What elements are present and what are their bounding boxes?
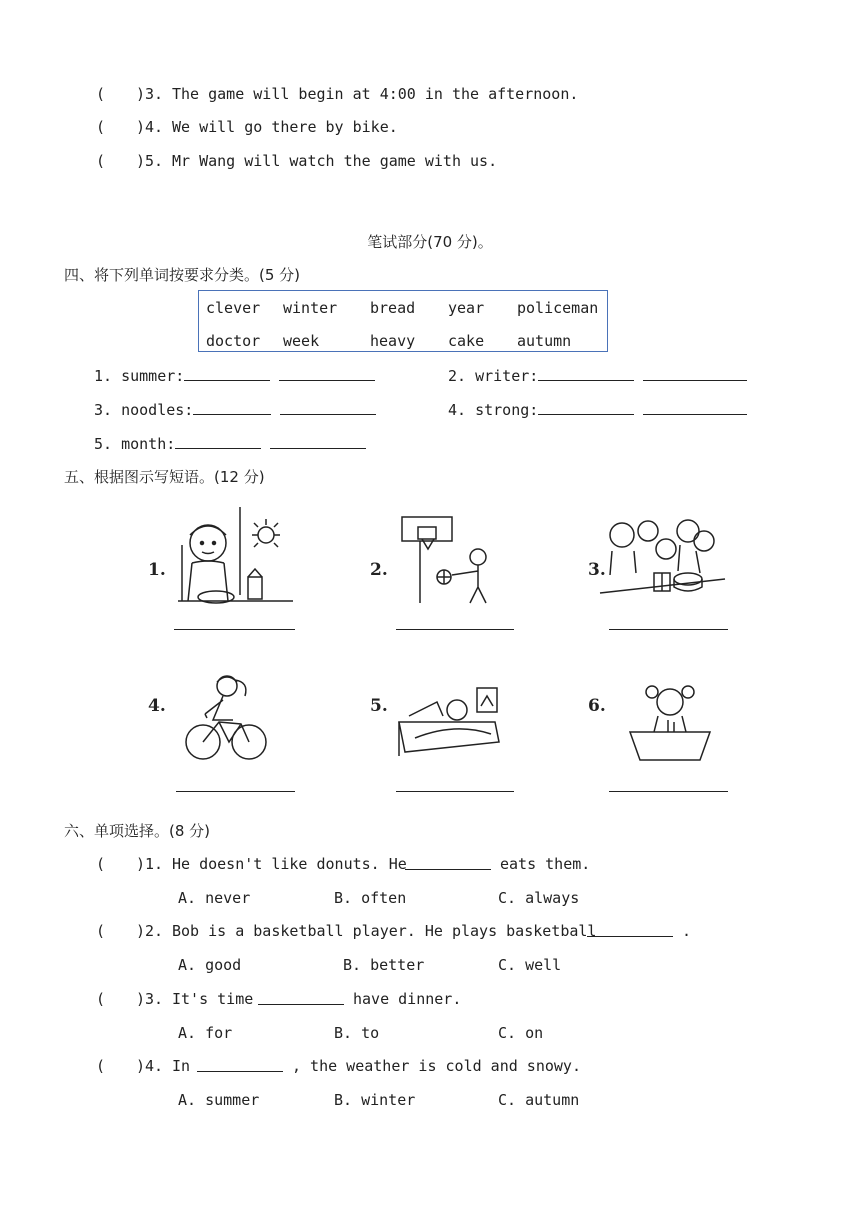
item-number: )3. [136,85,164,103]
option-a[interactable]: A. never [178,889,251,907]
answer-blank[interactable] [193,400,271,415]
question-post: have dinner. [353,990,462,1008]
paren-open: ( [96,118,106,136]
option-b[interactable]: B. better [343,956,425,974]
picture-number: 5. [370,696,388,716]
question-number: )4. [136,1057,164,1075]
classify-label: 4. strong: [448,401,539,419]
answer-blank[interactable] [643,366,747,381]
option-c[interactable]: C. on [498,1024,544,1042]
word: autumn [517,332,572,350]
answer-blank[interactable] [184,366,270,381]
washing-face-picture [628,680,713,770]
question-blank[interactable] [197,1057,283,1072]
paren-open: ( [96,85,106,103]
riding-bike-picture [183,672,273,767]
word: bread [370,299,416,317]
picture-number: 6. [588,696,606,716]
classify-label: 5. month: [94,435,176,453]
option-a[interactable]: A. for [178,1024,233,1042]
question-pre: He doesn't like donuts. He [172,855,407,873]
classify-label: 1. summer: [94,367,185,385]
item-text: We will go there by bike. [172,118,398,136]
answer-line[interactable] [609,791,728,792]
answer-blank[interactable] [270,434,366,449]
classify-label: 2. writer: [448,367,539,385]
word: week [283,332,320,350]
classify-label: 3. noodles: [94,401,194,419]
boy-eating-breakfast-picture [178,505,298,605]
option-a[interactable]: A. summer [178,1091,260,1109]
option-b[interactable]: B. to [334,1024,380,1042]
option-c[interactable]: C. well [498,956,562,974]
section6-heading: 六、单项选择。(8 分) [64,822,211,840]
classify-item-4 [448,400,747,419]
item-text: Mr Wang will watch the game with us. [172,152,498,170]
answer-line[interactable] [609,629,728,630]
option-b[interactable]: B. often [334,889,407,907]
picture-number: 3. [588,560,606,580]
question-number: )2. [136,922,164,940]
classify-item-5 [94,434,366,453]
picture-number: 2. [370,560,388,580]
paren-open: ( [96,990,106,1008]
written-section-title: 笔试部分(70 分)。 [367,233,493,251]
item-number: )5. [136,152,164,170]
word: year [448,299,485,317]
section5-heading: 五、根据图示写短语。(12 分) [64,468,265,486]
question-blank[interactable] [258,990,344,1005]
picture-number: 1. [148,560,166,580]
sleeping-picture [395,682,505,762]
question-blank[interactable] [587,922,673,937]
answer-blank[interactable] [538,366,634,381]
word: doctor [206,332,261,350]
paren-open: ( [96,855,106,873]
option-a[interactable]: A. good [178,956,242,974]
question-blank[interactable] [405,855,491,870]
classify-item-1 [94,366,375,385]
answer-line[interactable] [396,791,514,792]
paren-open: ( [96,152,106,170]
item-number: )4. [136,118,164,136]
word: winter [283,299,338,317]
word: cake [448,332,485,350]
paren-open: ( [96,1057,106,1075]
option-c[interactable]: C. always [498,889,580,907]
basketball-picture [400,515,495,605]
paren-open: ( [96,922,106,940]
question-post: , the weather is cold and snowy. [292,1057,581,1075]
question-pre: Bob is a basketball player. He plays basketball [172,922,597,940]
picture-number: 4. [148,696,166,716]
question-post: eats them. [500,855,591,873]
question-post: . [682,922,692,940]
question-number: )3. [136,990,164,1008]
section4-heading: 四、将下列单词按要求分类。(5 分) [64,266,301,284]
answer-line[interactable] [176,791,295,792]
word: clever [206,299,261,317]
word-box [198,290,608,352]
answer-line[interactable] [396,629,514,630]
question-number: )1. [136,855,164,873]
question-pre: It's time [172,990,254,1008]
answer-blank[interactable] [280,400,376,415]
classify-item-2 [448,366,747,385]
option-b[interactable]: B. winter [334,1091,416,1109]
answer-blank[interactable] [643,400,747,415]
option-c[interactable]: C. autumn [498,1091,580,1109]
word: policeman [517,299,599,317]
item-text: The game will begin at 4:00 in the afternoon. [172,85,579,103]
classify-item-3 [94,400,376,419]
birthday-party-picture [600,515,730,600]
answer-line[interactable] [174,629,295,630]
question-pre: In [172,1057,191,1075]
answer-blank[interactable] [175,434,261,449]
answer-blank[interactable] [538,400,634,415]
word: heavy [370,332,416,350]
answer-blank[interactable] [279,366,375,381]
